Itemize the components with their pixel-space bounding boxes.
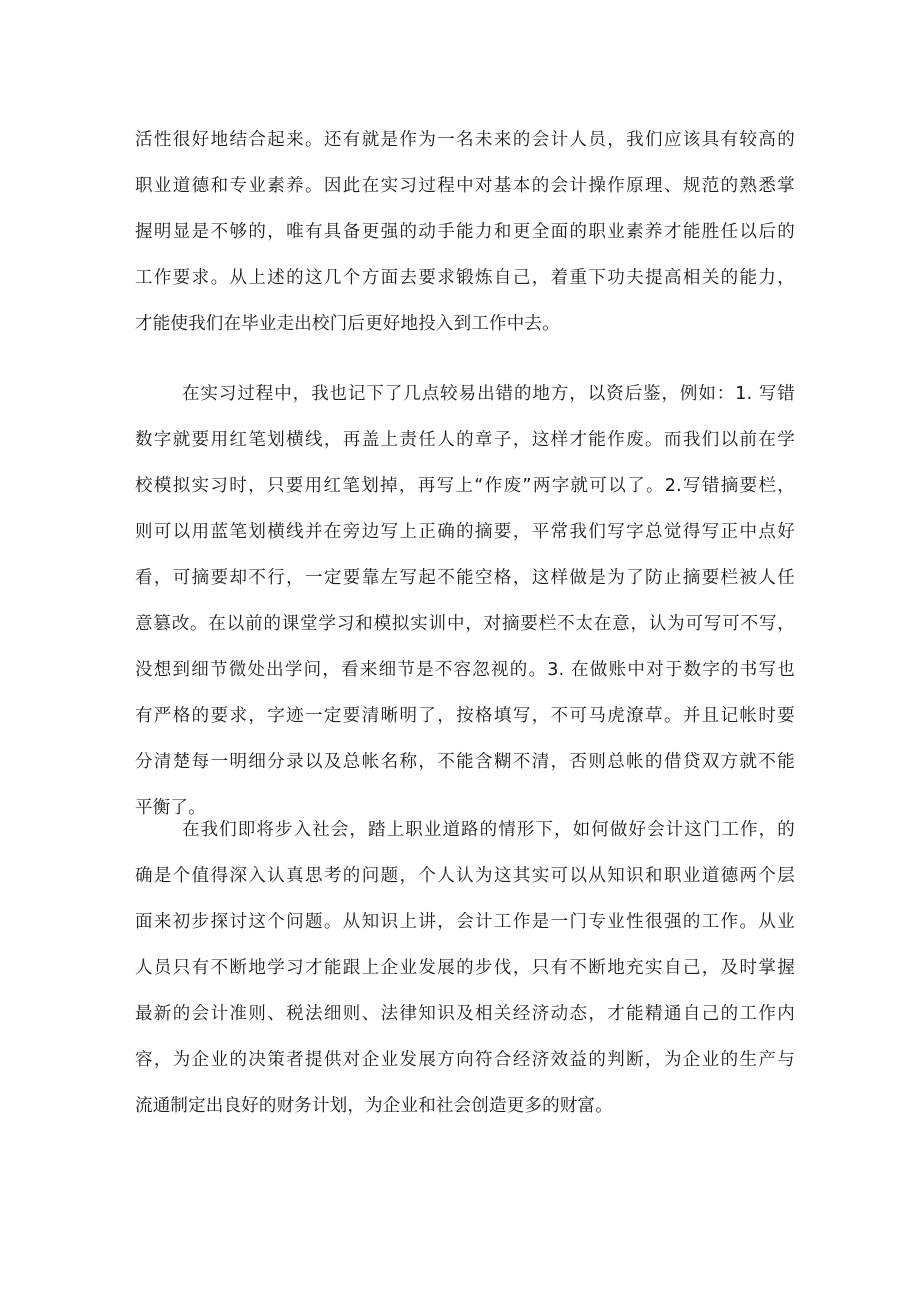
text-line: 则可以用蓝笔划横线并在旁边写上正确的摘要，平常我们写字总觉得写正中点好 [135,522,795,542]
text-line: 看，可摘要却不行，一定要靠左写起不能空格，这样做是为了防止摘要栏被人任 [135,568,795,588]
paragraph-3 [135,807,795,1129]
text-line: 确是个值得深入认真思考的问题，个人认为这其实可以从知识和职业道德两个层 [135,866,795,886]
text-line: 流通制定出良好的财务计划，为企业和社会创造更多的财富。 [135,1096,613,1116]
text-line: 平衡了。 [135,798,206,818]
text-line: 职业道德和专业素养。因此在实习过程中对基本的会计操作原理、规范的熟悉掌 [135,176,795,196]
text-line: 在我们即将步入社会，踏上职业道路的情形下，如何做好会计这门工作，的 [182,820,795,840]
paragraph-2 [135,371,795,831]
text-line: 分清楚每一明细分录以及总帐名称，不能含糊不清，否则总帐的借贷双方就不能 [135,752,795,772]
text-line: 意篡改。在以前的课堂学习和模拟实训中，对摘要栏不太在意，认为可写可不写， [135,614,795,634]
text-line: 有严格的要求，字迹一定要清晰明了，按格填写，不可马虎潦草。并且记帐时要 [135,706,795,726]
text-line: 数字就要用红笔划横线，再盖上责任人的章子，这样才能作废。而我们以前在学 [135,430,795,450]
text-line: 活性很好地结合起来。还有就是作为一名未来的会计人员，我们应该具有较高的 [135,130,795,150]
text-line: 容，为企业的决策者提供对企业发展方向符合经济效益的判断，为企业的生产与 [135,1050,795,1070]
text-line: 校模拟实习时，只要用红笔划掉，再写上“作废”两字就可以了。2.写错摘要栏， [135,476,795,496]
text-line: 才能使我们在毕业走出校门后更好地投入到工作中去。 [135,314,560,334]
text-line: 工作要求。从上述的这几个方面去要求锻炼自己，着重下功夫提高相关的能力， [135,268,795,288]
text-line: 人员只有不断地学习才能跟上企业发展的步伐，只有不断地充实自己，及时掌握 [135,958,795,978]
paragraph-1 [135,117,795,347]
text-line: 没想到细节微处出学问，看来细节是不容忽视的。3. 在做账中对于数字的书写也 [135,660,795,680]
text-line: 在实习过程中，我也记下了几点较易出错的地方，以资后鉴，例如：1. 写错 [182,384,795,404]
text-line: 最新的会计准则、税法细则、法律知识及相关经济动态，才能精通自己的工作内 [135,1004,795,1024]
text-line: 面来初步探讨这个问题。从知识上讲，会计工作是一门专业性很强的工作。从业 [135,912,795,932]
text-line: 握明显是不够的，唯有具备更强的动手能力和更全面的职业素养才能胜任以后的 [135,222,795,242]
